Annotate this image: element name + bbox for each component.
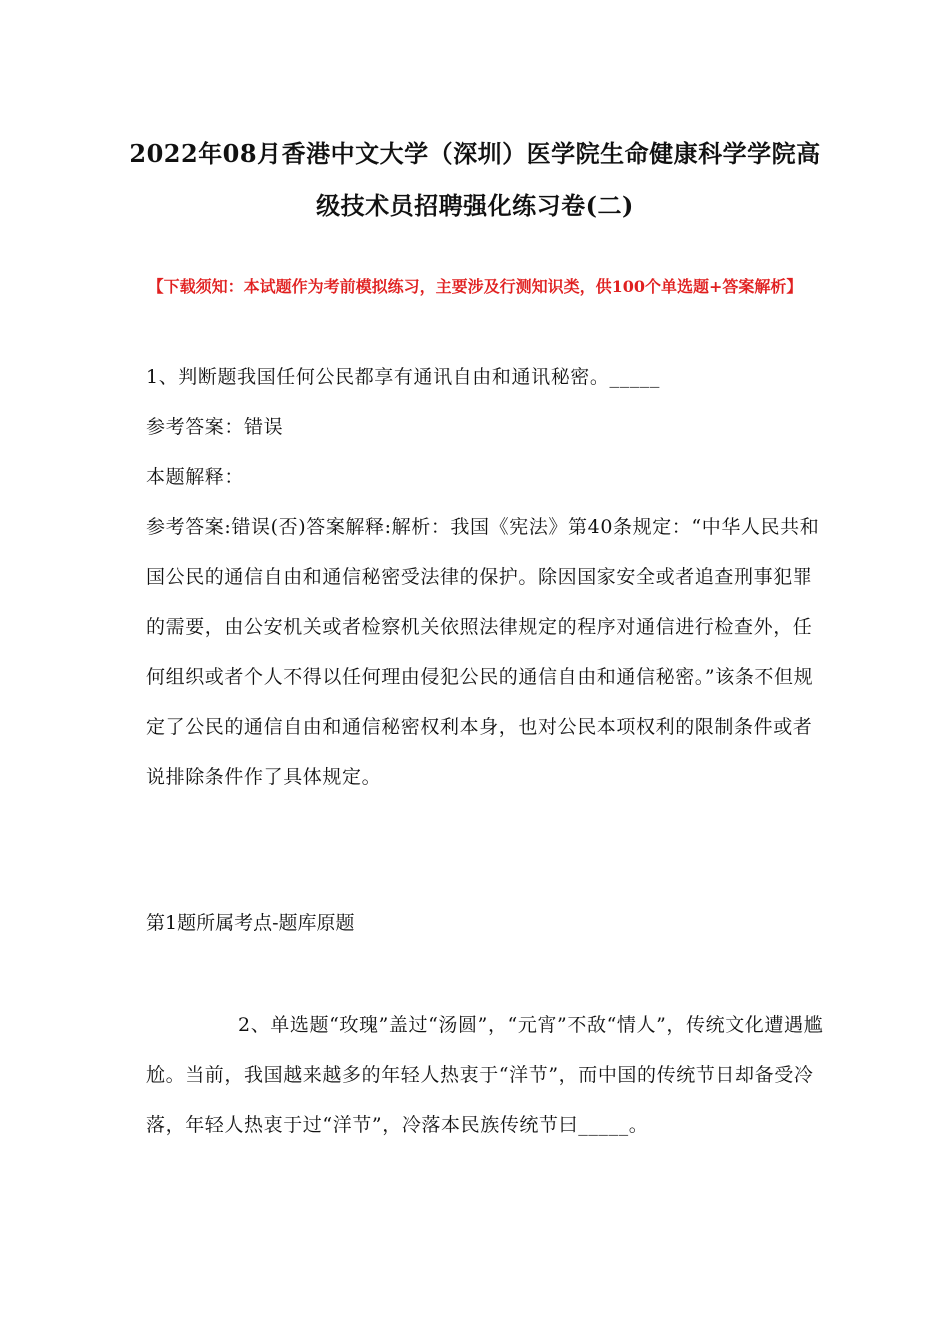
question-1-explanation: 参考答案:错误(否)答案解释:解析：我国《宪法》第40条规定：“中华人民共和国公民的通信自由和通信秘密受法律的保护。除因国家安全或者追查刑事犯罪的需要，由公安机关或者检察机关依照法律规定的程序对通信进行检查外，任何组织或者个人不得以任何理由侵犯公民的通信自由和通信秘密。”该条不但规定了公民的通信自由和通信秘密权利本身，也对公民本项权利的限制条件或者说排除条件作了具体规定。 <box>146 516 820 788</box>
question-2 <box>146 1000 826 1150</box>
title-line-2: 级技术员招聘强化练习卷(二) <box>316 191 634 220</box>
question-1-answer: 参考答案：错误 <box>146 416 284 438</box>
question-1-text: 1、判断题我国任何公民都享有通讯自由和通讯秘密。_____ <box>146 366 660 388</box>
title-line-1: 2022年08月香港中文大学（深圳）医学院生命健康科学学院高 <box>129 139 821 168</box>
question-1 <box>146 352 826 802</box>
question-1-explain-label: 本题解释： <box>146 466 245 488</box>
question-2-text: 2、单选题“玫瑰”盖过“汤圆”，“元宵”不敌“情人”，传统文化遭遇尴尬。当前，我国越来越多的年轻人热衷于“洋节”，而中国的传统节日却备受冷落，年轻人热衷于过“洋节”，冷落本民族传统节曰_____。 <box>146 1014 824 1136</box>
question-1-point: 第1题所属考点-题库原题 <box>146 912 355 934</box>
document-title <box>120 128 830 232</box>
download-notice: 【下载须知：本试题作为考前模拟练习，主要涉及行测知识类，供100个单选题+答案解析】 <box>147 277 803 296</box>
